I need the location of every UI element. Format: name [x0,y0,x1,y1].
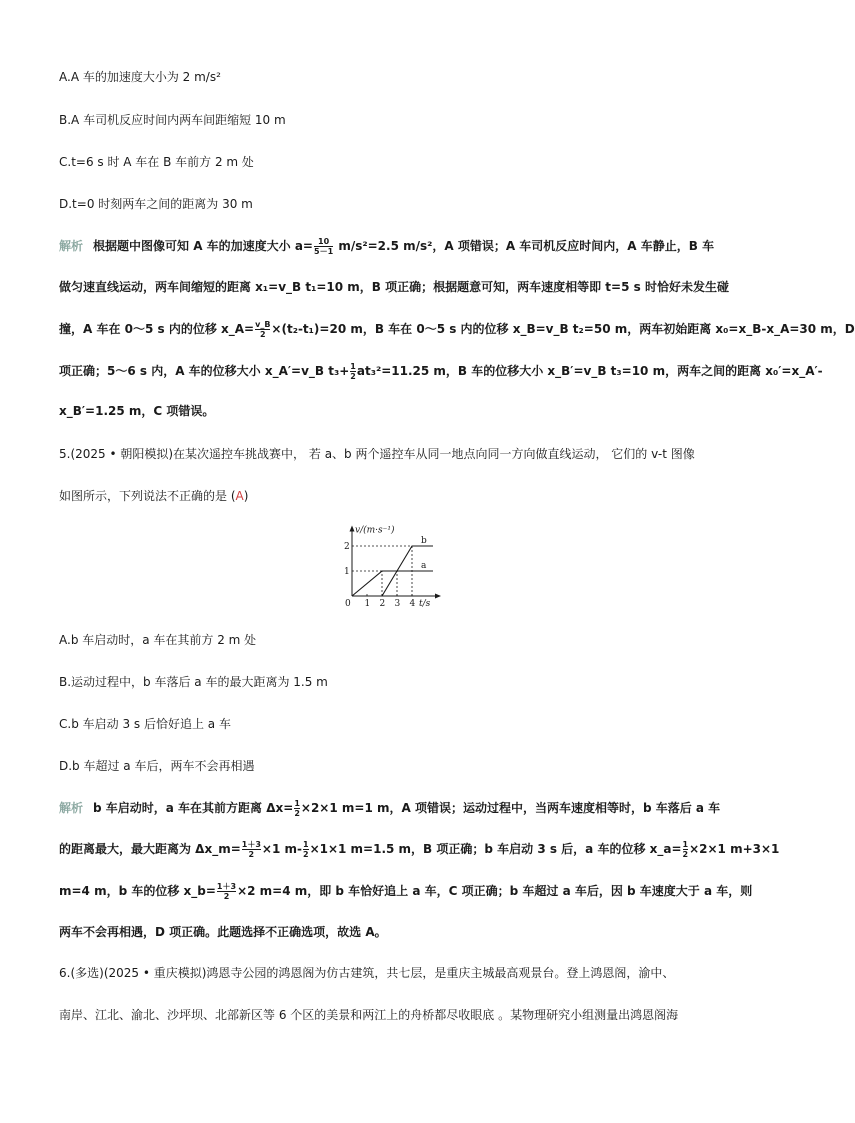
x-tick-label: 2 [379,599,386,609]
x-axis-arrow [435,594,441,599]
q5-stem-text: ) [243,489,249,503]
q5-solution-line-4: 两车不会再相遇，D 项正确。此题选择不正确选项，故选 A。 [59,925,387,939]
q4-sol-text: m/s²=2.5 m/s²，A 项错误；A 车司机反应时间内，A 车静止，B 车 [334,239,715,253]
solution-label: 解析 [59,801,84,815]
fraction: $\frac{10}{5-1}$ [314,237,334,256]
fraction: $\frac{v\_B}{2}$ [255,320,271,339]
q6-stem-line-2: 南岸、江北、渝北、沙坪坝、北部新区等 6 个区的美景和两江上的舟桥都尽收眼底 。某物理研究小组测量出鸿恩阁海 [59,1008,679,1022]
q5-stem-text: 如图所示，下列说法不正确的是 ( [59,489,236,503]
q5-solution-line-3 [59,882,752,901]
fraction: $\frac{1+3}{2}$ [241,840,261,859]
q4-option-a: A.A 车的加速度大小为 2 m/s² [59,70,221,84]
q5-answer: A [235,489,244,503]
q4-solution-line-3 [59,320,855,339]
fraction: $\frac{1}{2}$ [302,840,309,859]
q5-option-c: C.b 车启动 3 s 后恰好追上 a 车 [59,717,231,731]
solution-label: 解析 [59,239,84,253]
q4-solution-line-5: x_B′=1.25 m，C 项错误。 [59,404,215,418]
q4-sol-text: 撞，A 车在 0～5 s 内的位移 x_A= [59,322,255,336]
y-axis-arrow [350,526,355,532]
series-line-a [352,571,433,596]
q5-sol-text: ×2×1 m+3×1 [689,842,780,856]
q5-sol-text: ×1 m- [261,842,302,856]
vt-graph [328,520,468,610]
q4-option-b: B.A 车司机反应时间内两车间距缩短 10 m [59,113,286,127]
q5-stem-line-2 [59,488,248,504]
q4-sol-text: at₃²=11.25 m，B 车的位移大小 x_B′=v_B t₃=10 m，两车之间的距离 x₀′=x_A′- [356,364,823,378]
q6-stem-line-1: 6.(多选)(2025 • 重庆模拟)鸿恩寺公园的鸿恩阁为仿古建筑，共七层，是重庆主城最高观景台。登上鸿恩阁，渝中、 [59,966,675,980]
q5-option-d: D.b 车超过 a 车后，两车不会再相遇 [59,759,255,773]
q4-sol-text: 项正确；5～6 s 内，A 车的位移大小 x_A′=v_B t₃+ [59,364,350,378]
fraction: $\frac{1+3}{2}$ [216,882,237,901]
q5-option-a: A.b 车启动时，a 车在其前方 2 m 处 [59,633,257,647]
x-axis-label: t/s [419,599,431,609]
x-tick-label: 0 [345,599,351,609]
fraction: $\frac{1}{2}$ [350,362,356,381]
q4-option-c: C.t=6 s 时 A 车在 B 车前方 2 m 处 [59,155,254,169]
q5-option-b: B.运动过程中，b 车落后 a 车的最大距离为 1.5 m [59,675,328,689]
q5-solution-line-2 [59,840,779,859]
series-label-a: a [421,561,427,571]
q4-solution-line-1 [59,237,714,256]
q5-sol-text: ×2×1 m=1 m，A 项错误；运动过程中，当两车速度相等时，b 车落后 a 车 [300,801,721,815]
q5-sol-text: ×1×1 m=1.5 m，B 项正确；b 车启动 3 s 后，a 车的位移 x_a= [309,842,682,856]
y-tick-label: 1 [344,567,350,577]
x-tick-label: 3 [394,599,401,609]
q5-sol-text: 的距离最大，最大距离为 Δx_m= [59,842,241,856]
q5-sol-text: b 车启动时，a 车在其前方距离 Δx= [93,801,294,815]
q4-solution-line-4 [59,362,823,381]
series-label-b: b [421,536,427,546]
y-axis-label: v/(m·s⁻¹) [355,525,395,536]
q4-solution-line-2: 做匀速直线运动，两车间缩短的距离 x₁=v_B t₁=10 m，B 项正确；根据题意可知，两车速度相等即 t=5 s 时恰好未发生碰 [59,280,729,294]
chart-axes [350,526,442,599]
x-tick-label: 1 [364,599,371,609]
fraction: $\frac{1}{2}$ [682,840,689,859]
q4-sol-text: ×(t₂-t₁)=20 m，B 车在 0～5 s 内的位移 x_B=v_B t₂=50 m，两车初始距离 x₀=x_B-x_A=30 m，D [271,322,855,336]
q5-stem-line-1: 5.(2025 • 朝阳模拟)在某次遥控车挑战赛中， 若 a、b 两个遥控车从同一地点向同一方向做直线运动， 它们的 v-t 图像 [59,447,695,461]
q4-option-d: D.t=0 时刻两车之间的距离为 30 m [59,197,253,211]
q4-sol-text: 根据题中图像可知 A 车的加速度大小 a= [93,239,313,253]
fraction: $\frac{1}{2}$ [294,799,300,818]
q5-sol-text: m=4 m，b 车的位移 x_b= [59,884,216,898]
q5-solution-line-1 [59,799,720,818]
y-tick-label: 2 [344,542,350,552]
q5-sol-text: ×2 m=4 m，即 b 车恰好追上 a 车，C 项正确；b 车超过 a 车后，因 b 车速度大于 a 车，则 [237,884,753,898]
x-tick-label: 4 [409,599,416,609]
